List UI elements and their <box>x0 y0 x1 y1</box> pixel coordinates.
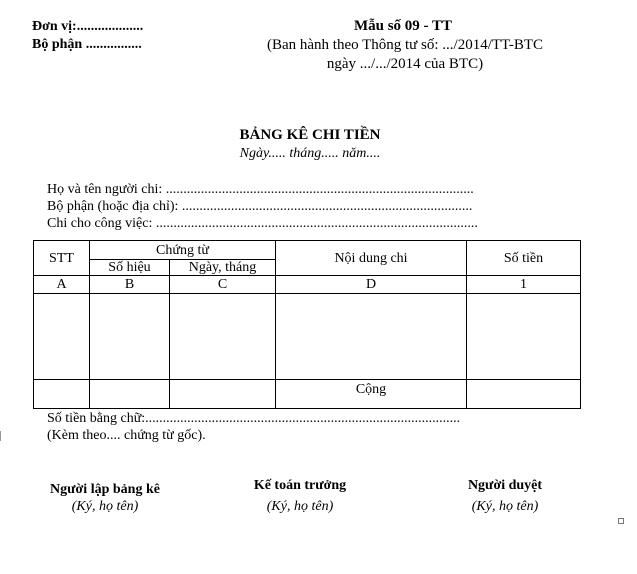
expense-table <box>33 240 581 409</box>
document-title: BẢNG KÊ CHI TIỀN <box>239 127 381 143</box>
table-cell <box>467 294 581 380</box>
table-cell <box>170 380 276 409</box>
amount-in-words: Số tiền bằng chữ:.......................................................................................... <box>47 411 461 426</box>
table-cell <box>276 294 467 380</box>
header-voucher-number: Số hiệu <box>90 260 170 276</box>
code-1: 1 <box>467 276 581 294</box>
table-row <box>34 294 581 380</box>
code-d: D <box>276 276 467 294</box>
form-number: Mẫu số 09 - TT <box>353 18 453 34</box>
signature-chief-accountant-note: (Ký, họ tên) <box>266 499 334 514</box>
table-header-row <box>34 241 581 260</box>
signature-approver-note: (Ký, họ tên) <box>471 499 539 514</box>
issued-by-line2: ngày .../.../2014 của BTC) <box>326 56 484 72</box>
signature-approver-title: Người duyệt <box>467 478 543 493</box>
signature-preparer-title: Người lập bảng kê <box>50 482 160 497</box>
table-total-row <box>34 380 581 409</box>
code-a: A <box>34 276 90 294</box>
table-cell <box>90 294 170 380</box>
header-amount: Số tiền <box>467 241 581 276</box>
header-content: Nội dung chi <box>276 241 467 276</box>
department-address-field: Bộ phận (hoặc địa chỉ): ................................................................................... <box>47 199 473 214</box>
signature-chief-accountant-title: Kế toán trưởng <box>253 478 347 493</box>
document-date: Ngày..... tháng..... năm.... <box>239 146 381 161</box>
table-code-row <box>34 276 581 294</box>
unit-label: Đơn vị:................... <box>32 19 144 34</box>
department-label: Bộ phận ................ <box>32 37 142 52</box>
header-voucher: Chứng từ <box>90 241 276 260</box>
total-label: Cộng <box>276 380 467 409</box>
table-cell <box>90 380 170 409</box>
header-stt: STT <box>34 241 90 276</box>
table-cell <box>34 380 90 409</box>
purpose-field: Chi cho công việc: ............................................................................................ <box>47 216 478 231</box>
table-cell <box>170 294 276 380</box>
issued-by-line1: (Ban hành theo Thông tư số: .../2014/TT-BTC <box>266 37 544 53</box>
corner-handle-icon <box>618 518 624 524</box>
code-b: B <box>90 276 170 294</box>
code-c: C <box>170 276 276 294</box>
attached-documents: (Kèm theo.... chứng từ gốc). <box>47 428 206 443</box>
table-cell <box>34 294 90 380</box>
header-voucher-date: Ngày, tháng <box>170 260 276 276</box>
signature-preparer-note: (Ký, họ tên) <box>71 499 139 514</box>
payer-name-field: Họ và tên người chi: ........................................................................................ <box>47 182 474 197</box>
margin-marker <box>0 431 2 441</box>
table-cell <box>467 380 581 409</box>
